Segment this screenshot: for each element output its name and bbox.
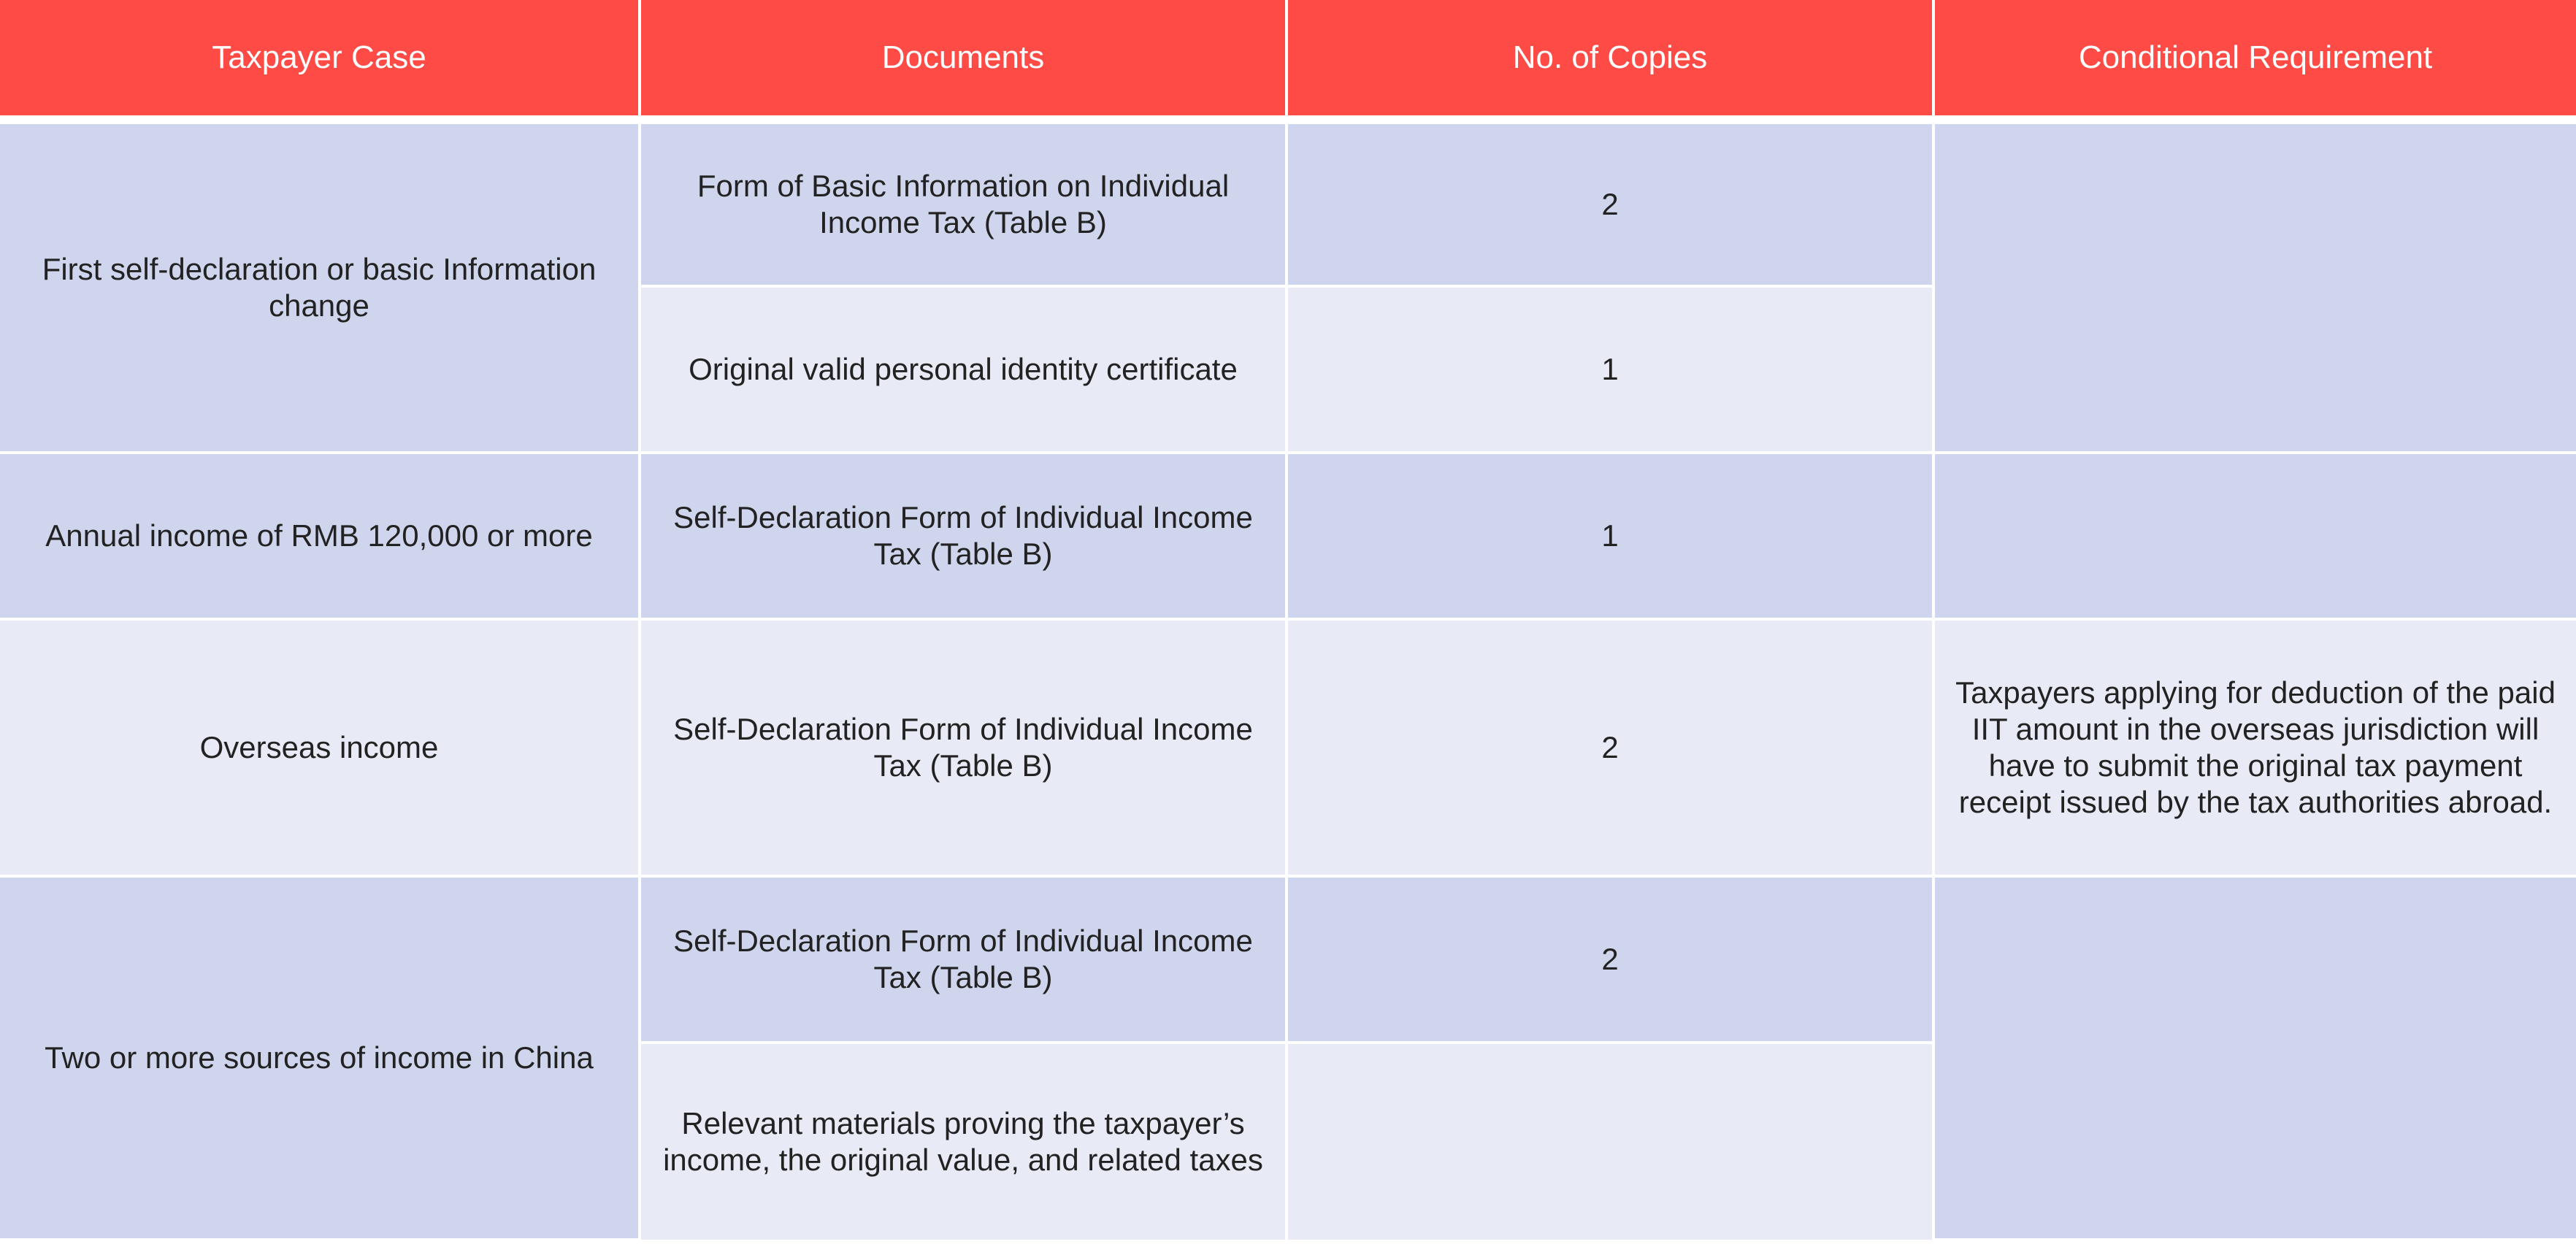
header-no-of-copies: No. of Copies	[1287, 0, 1933, 120]
table-row	[0, 120, 2576, 286]
case-text: Overseas income	[199, 730, 439, 764]
copies-cell	[1287, 619, 1933, 876]
requirement-cell	[1933, 876, 2576, 1240]
document-cell	[640, 286, 1287, 453]
document-cell	[640, 120, 1287, 286]
case-cell	[0, 876, 640, 1240]
document-text: Original valid personal identity certificate	[689, 352, 1238, 386]
table-row	[0, 619, 2576, 876]
header-conditional-requirement: Conditional Requirement	[1933, 0, 2576, 120]
copies-text: 1	[1601, 518, 1619, 553]
copies-text: 2	[1601, 730, 1619, 764]
case-cell	[0, 619, 640, 876]
requirement-cell	[1933, 619, 2576, 876]
table-row	[0, 876, 2576, 1043]
requirement-text: Taxpayers applying for deduction of the paid IIT amount in the overseas jurisdiction will have to submit the original tax payment receipt issued by the tax authorities abroad.	[1955, 675, 2556, 819]
document-text: Relevant materials proving the taxpayer’s income, the original value, and related taxes	[663, 1106, 1263, 1177]
header-documents: Documents	[640, 0, 1287, 120]
requirement-cell	[1933, 453, 2576, 619]
requirement-cell	[1933, 120, 2576, 453]
header-taxpayer-case: Taxpayer Case	[0, 0, 640, 120]
document-cell	[640, 619, 1287, 876]
document-cell	[640, 1043, 1287, 1240]
copies-text: 2	[1601, 942, 1619, 976]
case-cell	[0, 453, 640, 619]
document-text: Self-Declaration Form of Individual Income Tax (Table B)	[673, 712, 1253, 783]
document-text: Self-Declaration Form of Individual Income Tax (Table B)	[673, 500, 1253, 571]
copies-cell	[1287, 286, 1933, 453]
copies-cell	[1287, 453, 1933, 619]
document-cell	[640, 876, 1287, 1043]
table-row	[0, 453, 2576, 619]
table-header-row	[0, 0, 2576, 120]
case-text: First self-declaration or basic Information change	[42, 252, 597, 323]
document-text: Self-Declaration Form of Individual Income Tax (Table B)	[673, 924, 1253, 994]
copies-text: 1	[1601, 352, 1619, 386]
case-cell	[0, 120, 640, 453]
document-cell	[640, 453, 1287, 619]
copies-cell	[1287, 1043, 1933, 1240]
case-text: Two or more sources of income in China	[45, 1040, 594, 1075]
document-text: Form of Basic Information on Individual Income Tax (Table B)	[697, 169, 1230, 239]
copies-cell	[1287, 876, 1933, 1043]
copies-text: 2	[1601, 187, 1619, 221]
copies-cell	[1287, 120, 1933, 286]
case-text: Annual income of RMB 120,000 or more	[45, 518, 593, 553]
